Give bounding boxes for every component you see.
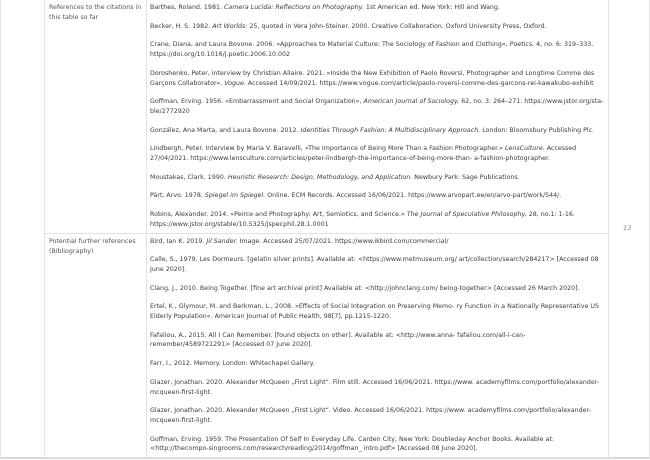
table-row-citations	[45, 0, 609, 233]
list-item: Glazer, Jonathan. 2020. Alexander McQueen „First Light“. Video. Accessed 16/06/2021. https://www. academyfilms.com/portfolio/alexander-mcqueen-first-light.	[150, 407, 591, 424]
list-item: Lindbergh, Peter. Interview by Maria V. Baravelli, »The Importance of Being More Than a Fashion Photographer.« LensCulture. Accessed 27/04/2021. https://www.lensculture.com/articles/peter-lindbergh-the-importance-of-being-more-than- a-fashion-photographer.	[150, 145, 577, 163]
list-item: Calle, S., 1979. Les Dormeurs. [gelatin silver prints]. Available at: <https://www.metmuseum.org/ art/collection/search/284217> [Accessed 08 June 2020].	[150, 256, 599, 273]
citations-list	[147, 0, 609, 233]
list-item: Crane, Diana, and Laura Bovone. 2006. »Approaches to Material Culture: The Sociology of Fashion and Clothing«, Poetics, 4, no. 6: 319–333. https://doi.org/10.1016/j.poetic.2006.10.002	[150, 41, 594, 59]
list-item: Barthes, Roland. 1981. Camera Lucida: Reflections on Photography. 1st American ed. New York: Hill and Wang.	[150, 4, 500, 11]
list-item: Goffman, Erving. 1959. The Presentation Of Self In Everyday Life. Carden City, New York: Doubleday Anchor Books. Available at: <http://thecompo-singrooms.com/research/reading/2014/goffman_ intro.pdf> [Accessed 08 June 2020].	[150, 435, 554, 453]
list-item: Moustakas, Clark. 1990. Heuristic Research: Design, Methodology, and Application. Newbury Park: Sage Publications.	[150, 173, 520, 181]
list-item: Robins, Alexander. 2014. »Peirce and Photography: Art, Semiotics, and Science.« The Journal of Speculative Philosophy, 28, no.1: 1-16. https://www.jstor.org/stable/10.5325/jspecphil.28.1.0001	[150, 211, 575, 228]
list-item: Doroshenko, Peter, interview by Christian Allaire. 2021. »Inside the New Exhibition of Paolo Roversi, Photographer and Longtime Comme des Garçons Collaborator«. Vogue. Accessed 14/09/2021. https://www.vogue.com/article/paolo-roversi-comme-des-garcons-rei-kawakubo-exhibit	[150, 69, 595, 87]
list-item: González, Ana Marta, and Laura Bovone. 2012. Identities Through Fashion: A Multidisciplinary Approach. London: Bloomsbury Publishing Plc.	[150, 126, 595, 134]
list-item: Fafaliou, A., 2015. All I Can Remember. [found objects on other]. Available at: <http://www.anna- fafaliou.com/all-i-can-remember/4589721291> [Accessed 07 June 2020].	[150, 331, 526, 349]
list-item: Pärt, Arvo. 1978. Spiegel im Spiegel. Online. ECM Records. Accessed 16/06/2021. https://www.arvopart.ee/en/arvo-part/work/544/.	[150, 192, 562, 200]
table-row-bibliography	[45, 233, 609, 458]
list-item: Bird, Ian K. 2019. Jil Sander. Image. Accessed 25/07/2021. https://www.ikbird.com/commercial/	[150, 237, 449, 245]
list-item: Glazer, Jonathan. 2020. Alexander McQueen „First Light“. Film still. Accessed 16/06/2021. https://www. academyfilms.com/portfolio/alexander-mcqueen-first-light.	[150, 378, 600, 396]
references-table	[44, 0, 609, 458]
row-label-bibliography: Potential further references (Bibliography)	[45, 233, 147, 458]
bibliography-list	[147, 233, 609, 458]
page-number: 13	[623, 224, 632, 232]
list-item: Clang, J., 2010. Being Together. [fine art archival print] Available at: <http://johnclang.com/ being-together> [Accessed 26 March 2020].	[150, 284, 580, 292]
list-item: Goffman, Erving. 1956. »Embarrassment and Social Organization«, American Journal of Sociology, 62, no. 3: 264–271. https://www.jstor.org/sta-ble/2772920	[150, 98, 604, 115]
list-item: Ertel, K., Glymour, M. and Berkman, L., 2008. »Effects of Social Integration on Preserving Memo- ry Function in a Nationally Representative US Elderly Population«. American Journal of Public Health, 98[7], pp.1215-1220.	[150, 303, 600, 321]
list-item: Becker, H. S. 1982. Art Worlds: 25, quoted in Vera John-Steiner. 2000. Creative Collaboration. Oxford University Press, Oxford.	[150, 22, 547, 30]
list-item: Farr, I., 2012. Memory. London: Whitechapel Gallery.	[150, 360, 315, 368]
row-label-citations: References to the citations in this table so far	[45, 0, 147, 233]
